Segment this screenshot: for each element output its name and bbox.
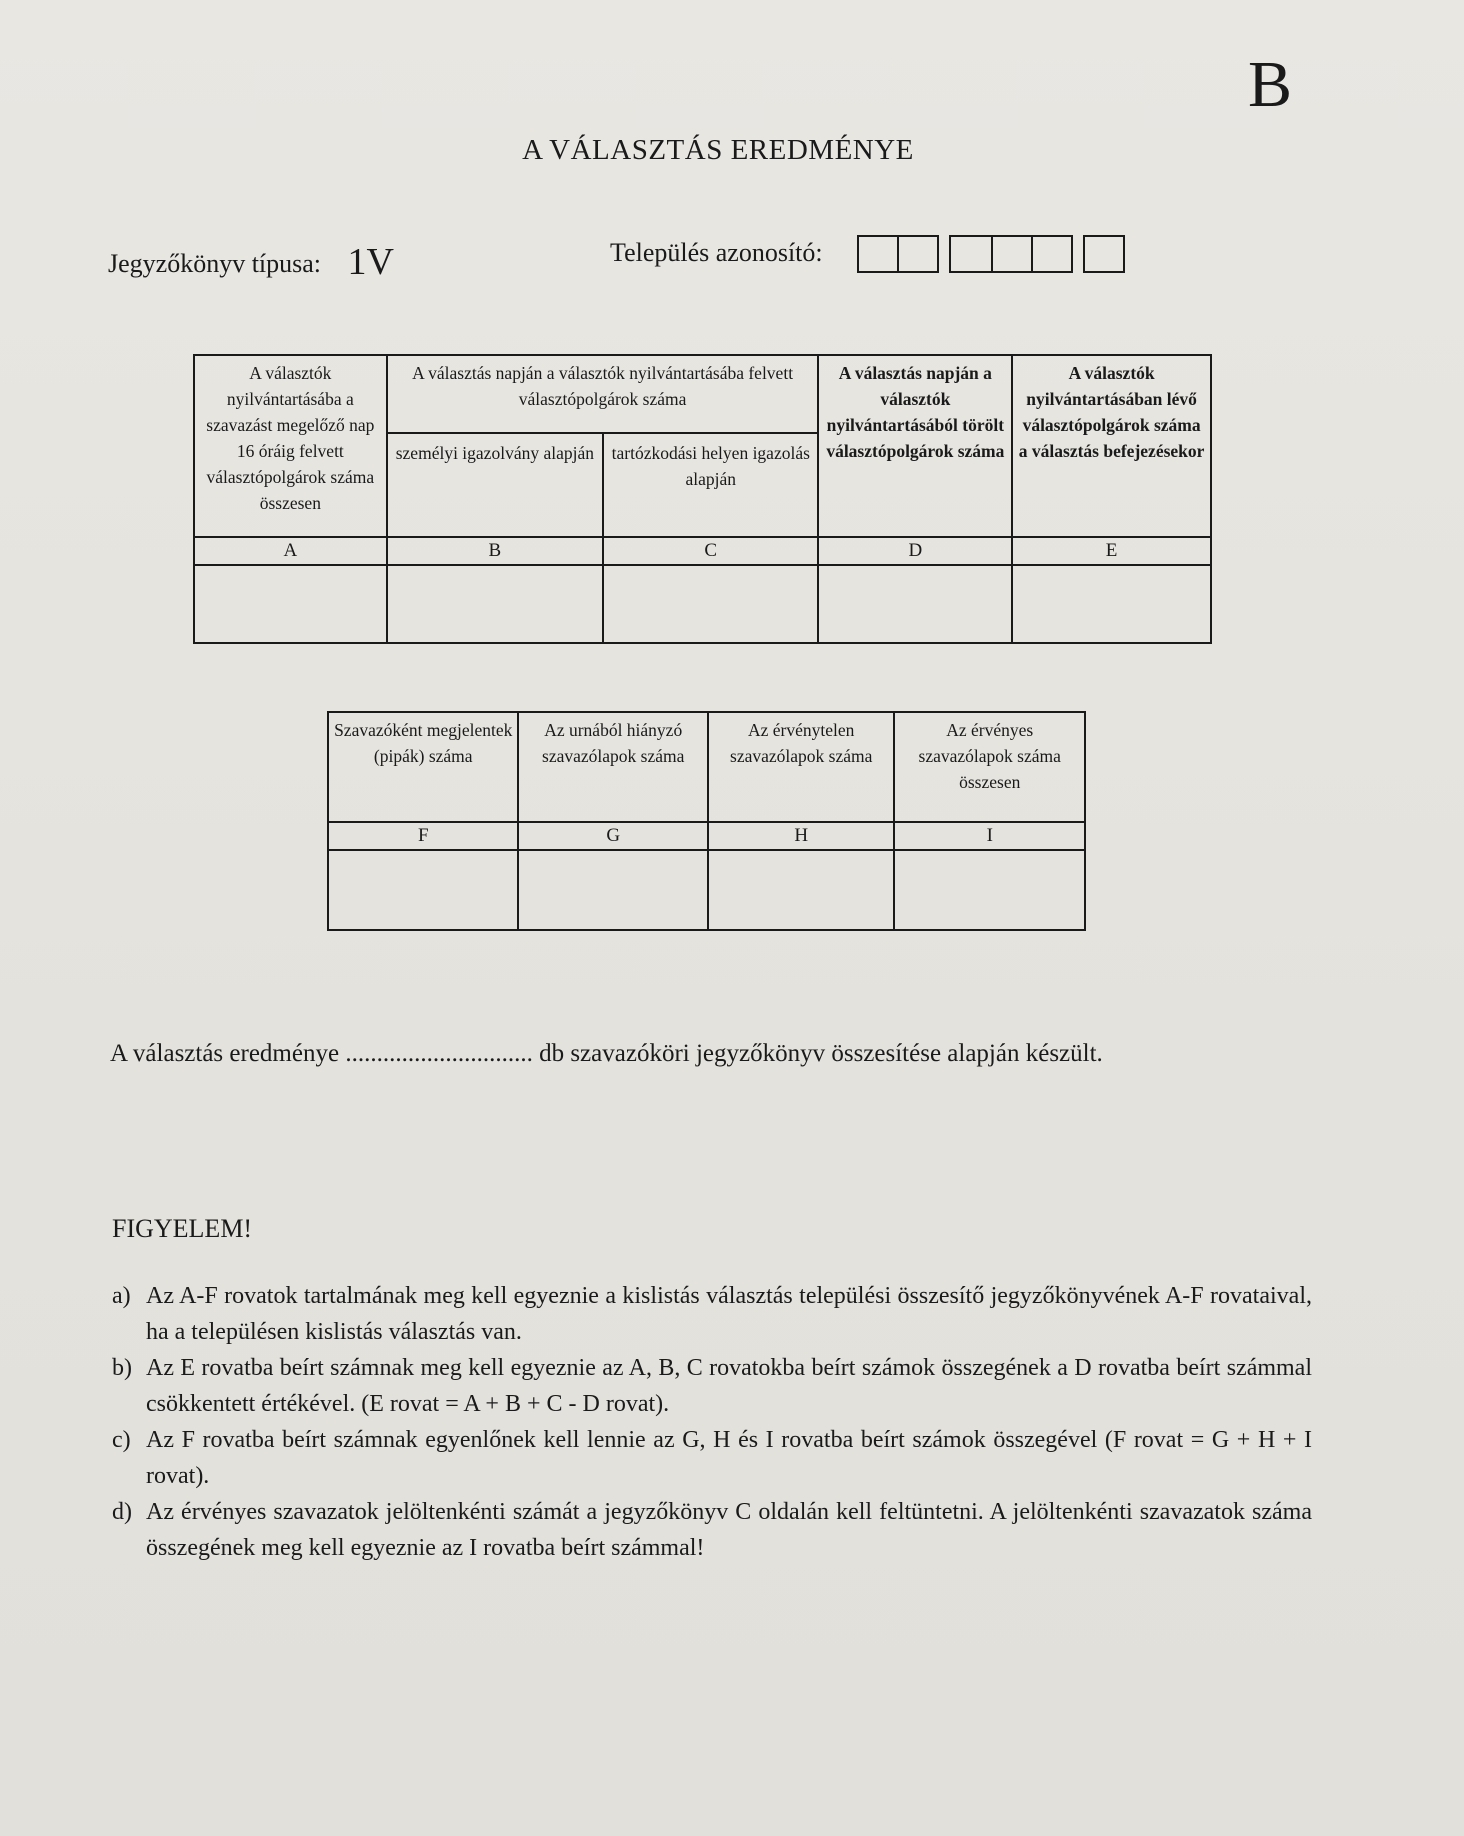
column-letter-a: A — [194, 537, 387, 565]
voter-register-table — [193, 354, 1212, 644]
attention-heading: FIGYELEM! — [112, 1214, 253, 1243]
ballot-table — [327, 711, 1086, 931]
settlement-id-box-2[interactable] — [949, 235, 1073, 273]
column-letter-c: C — [603, 537, 818, 565]
header-e: A választók nyilvántartásában lévő választópolgárok száma a választás befejezésekor — [1012, 355, 1211, 537]
note-text: Az érvényes szavazatok jelöltenkénti számát a jegyzőkönyv C oldalán kell feltüntetni. A jelöltenkénti szavazatok száma összegének meg kell egyeznie az I rovatba beírt számmal! — [146, 1499, 1312, 1561]
result-line — [110, 1040, 1103, 1068]
note-text: Az E rovatba beírt számnak meg kell egyeznie az A, B, C rovatokba beírt számok összegének a D rovatba beírt számmal csökkentett értékével. (E rovat = A + B + C - D rovat). — [146, 1355, 1312, 1417]
header-g: Az urnából hiányzó szavazólapok száma — [518, 712, 708, 822]
column-letter-h: H — [708, 822, 895, 850]
column-letter-i: I — [894, 822, 1085, 850]
form-page-letter: B — [1248, 48, 1293, 121]
settlement-id-box-1[interactable] — [857, 235, 939, 273]
result-suffix: db szavazóköri jegyzőkönyv összesítése alapján készült. — [539, 1040, 1103, 1067]
note-item — [112, 1278, 1312, 1350]
input-cell-h[interactable] — [708, 850, 895, 930]
note-item — [112, 1350, 1312, 1422]
settlement-id-box-3[interactable] — [1083, 235, 1125, 273]
note-text: Az A-F rovatok tartalmának meg kell egyeznie a kislistás választás települési összesítő jegyzőkönyvének A-F rovataival, ha a településen kislistás választás van. — [146, 1283, 1312, 1345]
record-type-row — [108, 238, 394, 282]
page-title-text: A VÁLASZTÁS EREDMÉNYE — [522, 134, 914, 166]
input-cell-a[interactable] — [194, 565, 387, 643]
header-d: A választás napján a választók nyilvántartásából törölt választópolgárok száma — [818, 355, 1012, 537]
note-label: b) — [112, 1355, 132, 1381]
note-label: c) — [112, 1427, 131, 1453]
input-cell-e[interactable] — [1012, 565, 1211, 643]
settlement-id-label: Település azonosító: — [610, 238, 823, 267]
subheader-b: személyi igazolvány alapján — [387, 433, 603, 537]
note-label: d) — [112, 1499, 132, 1525]
column-letter-b: B — [387, 537, 603, 565]
column-letter-d: D — [818, 537, 1012, 565]
note-item — [112, 1494, 1312, 1566]
column-letter-e: E — [1012, 537, 1211, 565]
result-count-field[interactable]: .............................. — [345, 1040, 533, 1067]
header-i: Az érvényes szavazólapok száma összesen — [894, 712, 1085, 822]
input-cell-f[interactable] — [328, 850, 518, 930]
input-cell-i[interactable] — [894, 850, 1085, 930]
header-f: Szavazóként megjelentek (pipák) száma — [328, 712, 518, 822]
result-prefix: A választás eredménye — [110, 1040, 340, 1067]
header-a: A választók nyilvántartásába a szavazást megelőző nap 16 óráig felvett választópolgárok száma összesen — [194, 355, 387, 537]
record-type-label: Jegyzőkönyv típusa: — [108, 249, 322, 278]
column-letter-f: F — [328, 822, 518, 850]
note-label: a) — [112, 1283, 131, 1309]
input-cell-b[interactable] — [387, 565, 603, 643]
page-title — [0, 134, 1464, 167]
notes-list — [112, 1278, 1312, 1566]
header-h: Az érvénytelen szavazólapok száma — [708, 712, 895, 822]
note-text: Az F rovatba beírt számnak egyenlőnek kell lennie az G, H és I rovatba beírt számok összegével (F rovat = G + H + I rovat). — [146, 1427, 1312, 1489]
subheader-c: tartózkodási helyen igazolás alapján — [603, 433, 818, 537]
record-type-value: 1V — [347, 241, 394, 283]
input-cell-d[interactable] — [818, 565, 1012, 643]
input-cell-g[interactable] — [518, 850, 708, 930]
column-letter-g: G — [518, 822, 708, 850]
header-bc: A választás napján a választók nyilvántartásába felvett választópolgárok száma — [387, 355, 819, 433]
note-item — [112, 1422, 1312, 1494]
input-cell-c[interactable] — [603, 565, 818, 643]
